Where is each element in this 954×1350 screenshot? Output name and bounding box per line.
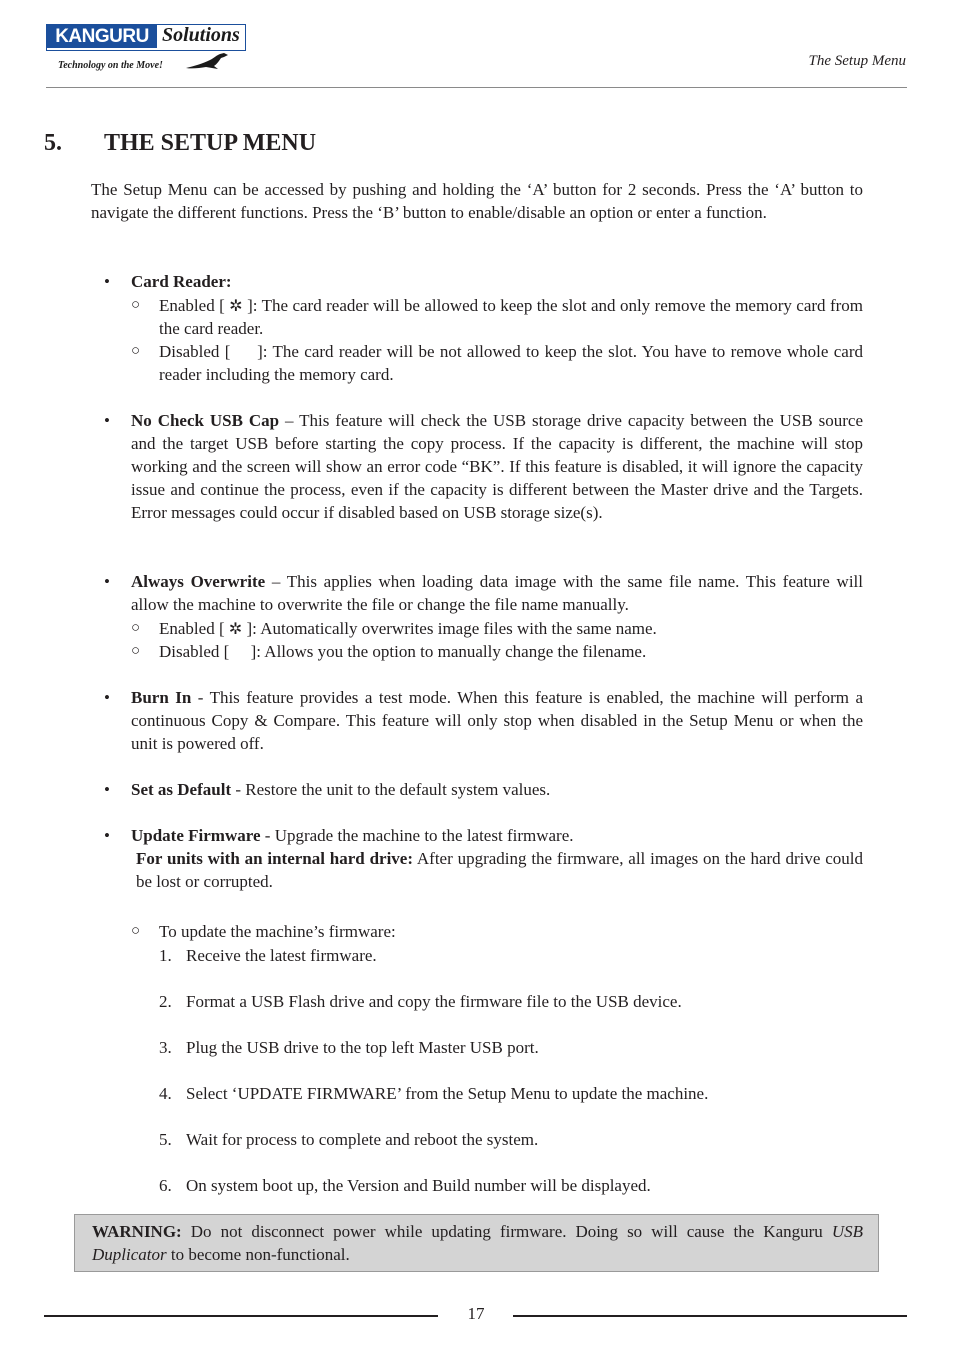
page-number: 17 bbox=[467, 1304, 485, 1323]
kanguru-logo bbox=[46, 22, 246, 74]
circle-bullet: ○ bbox=[131, 620, 141, 636]
circle-bullet: ○ bbox=[131, 923, 141, 939]
step-number: 5. bbox=[159, 1130, 172, 1149]
circle-bullet: ○ bbox=[131, 297, 141, 313]
step-number: 2. bbox=[159, 992, 172, 1011]
warning-text: WARNING: Do not disconnect power while updating firmware. Doing so will cause the Kanguru USB Duplicator to become non-functional. bbox=[92, 1222, 863, 1264]
header-divider bbox=[46, 87, 907, 88]
firmware-steps-intro: To update the machine’s firmware: bbox=[159, 922, 396, 941]
always-overwrite: Always Overwrite – This applies when loading data image with the same file name. This feature will allow the machine to overwrite the file or change the file name manually. bbox=[131, 572, 863, 614]
card-reader-title: Card Reader: bbox=[131, 272, 232, 291]
step-text: Plug the USB drive to the top left Master USB port. bbox=[186, 1038, 539, 1057]
step-text: On system boot up, the Version and Build number will be displayed. bbox=[186, 1176, 651, 1195]
bullet: • bbox=[104, 826, 110, 845]
circle-bullet: ○ bbox=[131, 343, 141, 359]
overwrite-enabled: Enabled [ ✲ ]: Automatically overwrites image files with the same name. bbox=[159, 619, 657, 638]
bullet: • bbox=[104, 411, 110, 430]
step-number: 4. bbox=[159, 1084, 172, 1103]
logo-tagline: Technology on the Move! bbox=[58, 60, 163, 71]
bullet: • bbox=[104, 272, 110, 291]
burn-in: Burn In - This feature provides a test mode. When this feature is enabled, the machine will perform a continuous Copy & Compare. This feature will only stop when disabled in the Setup Menu or when the unit is powered off. bbox=[131, 688, 864, 753]
warning-box bbox=[74, 1214, 879, 1272]
intro-paragraph: The Setup Menu can be accessed by pushing and holding the ‘A’ button for 2 seconds. Press the ‘A’ button to navigate the different functions. Press the ‘B’ button to enable/disable an option or enter a function. bbox=[91, 180, 863, 222]
footer-rule-right bbox=[513, 1315, 907, 1317]
no-check-usb-cap: No Check USB Cap – This feature will check the USB storage drive capacity between the USB source and the target USB before starting the copy process. If the capacity is different, the machine will stop working and the screen will show an error code “BK”. If this feature is disabled, it will ignore the capacity issue and continue the process, even if the capacity is different between the Master drive and the Targets. Error messages could occur if disabled based on USB storage size(s). bbox=[131, 411, 864, 522]
bullet: • bbox=[104, 572, 110, 591]
bullet: • bbox=[104, 780, 110, 799]
step-number: 3. bbox=[159, 1038, 172, 1057]
running-header-title: The Setup Menu bbox=[808, 53, 906, 69]
step-text: Format a USB Flash drive and copy the firmware file to the USB device. bbox=[186, 992, 682, 1011]
section-number: 5. bbox=[44, 130, 62, 156]
circle-bullet: ○ bbox=[131, 643, 141, 659]
set-as-default: Set as Default - Restore the unit to the default system values. bbox=[131, 780, 551, 799]
card-reader-enabled: Enabled [ ✲ ]: The card reader will be allowed to keep the slot and only remove the memory card from the card reader. bbox=[159, 296, 864, 338]
logo-solutions: Solutions bbox=[162, 24, 240, 46]
step-number: 6. bbox=[159, 1176, 172, 1195]
logo-brand: KANGURU bbox=[47, 25, 157, 48]
hard-drive-note: For units with an internal hard drive: After upgrading the firmware, all images on the hard drive could be lost or corrupted. bbox=[136, 849, 864, 891]
star-icon: ✲ bbox=[229, 296, 243, 315]
bullet: • bbox=[104, 688, 110, 707]
step-text: Wait for process to complete and reboot the system. bbox=[186, 1130, 539, 1149]
overwrite-disabled: Disabled [ ]: Allows you the option to manually change the filename. bbox=[159, 642, 647, 661]
step-text: Select ‘UPDATE FIRMWARE’ from the Setup Menu to update the machine. bbox=[186, 1084, 709, 1103]
star-icon: ✲ bbox=[228, 619, 243, 638]
step-number: 1. bbox=[159, 946, 172, 965]
section-heading bbox=[44, 130, 316, 157]
kangaroo-icon bbox=[184, 52, 234, 72]
section-title: THE SETUP MENU bbox=[104, 130, 317, 156]
footer-rule-left bbox=[44, 1315, 438, 1317]
card-reader-disabled: Disabled [ ]: The card reader will be not allowed to keep the slot. You have to remove whole card reader including the memory card. bbox=[159, 342, 864, 384]
update-firmware: Update Firmware - Upgrade the machine to the latest firmware. bbox=[131, 826, 574, 845]
step-text: Receive the latest firmware. bbox=[186, 946, 377, 965]
